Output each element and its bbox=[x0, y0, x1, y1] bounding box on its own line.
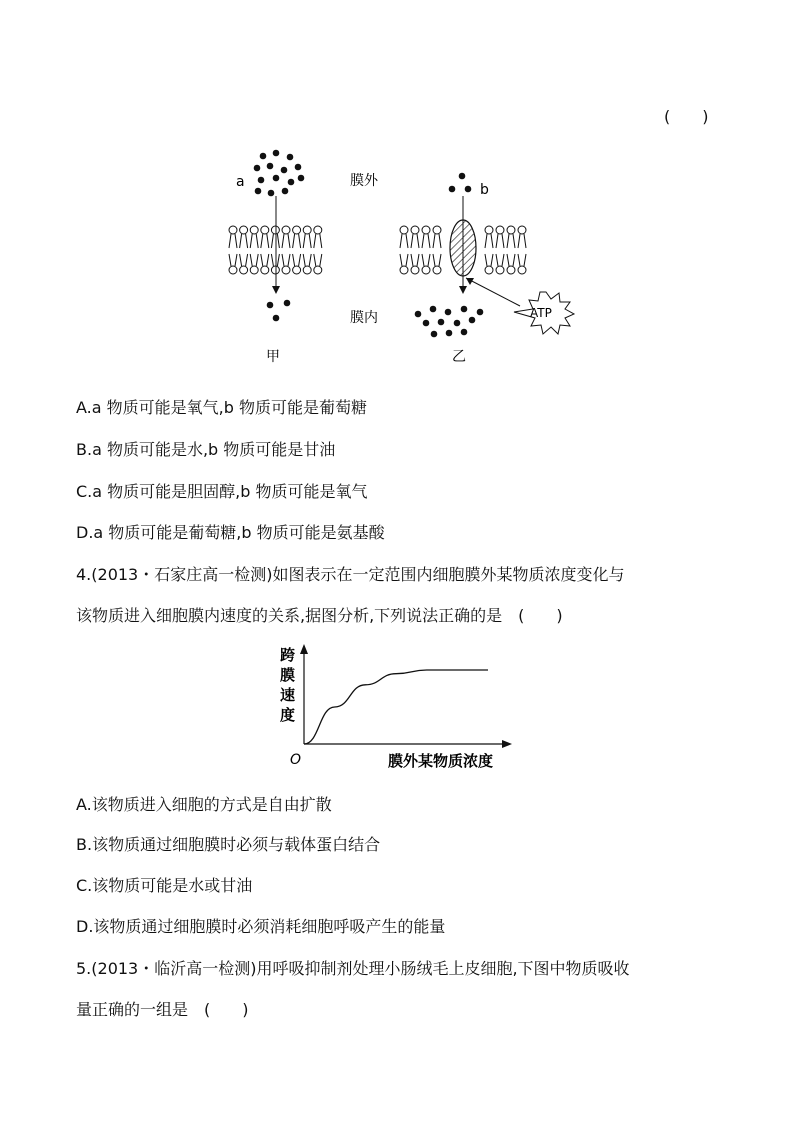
phospholipid-tail bbox=[314, 234, 322, 248]
phospholipid-tail bbox=[518, 234, 526, 248]
phospholipid-tail bbox=[240, 234, 248, 248]
q4-option-c: C.该物质可能是水或甘油 bbox=[76, 876, 253, 895]
molecules-b-outside bbox=[449, 173, 472, 193]
phospholipid-tail bbox=[518, 254, 526, 266]
label-outside: 膜外 bbox=[350, 173, 378, 189]
phospholipid-tail bbox=[282, 234, 290, 248]
label-inside: 膜内 bbox=[350, 310, 378, 326]
phospholipid-tail bbox=[400, 254, 408, 266]
atp-label: ATP bbox=[530, 306, 552, 320]
phospholipid-tail bbox=[250, 234, 258, 248]
phospholipid-tail bbox=[229, 234, 237, 248]
phospholipid-tail bbox=[271, 254, 279, 266]
phospholipid-tail bbox=[240, 254, 248, 266]
phospholipid-head bbox=[282, 266, 290, 274]
phospholipid-head bbox=[229, 226, 237, 234]
phospholipid-tail bbox=[507, 234, 515, 248]
molecules-b-inside bbox=[415, 306, 484, 338]
phospholipid-head bbox=[250, 226, 258, 234]
phospholipid-head bbox=[240, 266, 248, 274]
phospholipid-head bbox=[496, 226, 504, 234]
q3-option-a: A.a 物质可能是氧气,b 物质可能是葡萄糖 bbox=[76, 398, 367, 417]
phospholipid-head bbox=[293, 226, 301, 234]
phospholipid-head bbox=[507, 226, 515, 234]
phospholipid-tail bbox=[271, 234, 279, 248]
membrane-transport-figure bbox=[220, 140, 600, 370]
phospholipid-tail bbox=[250, 254, 258, 266]
phospholipid-tail bbox=[496, 254, 504, 266]
phospholipid-tail bbox=[282, 254, 290, 266]
q3-option-b: B.a 物质可能是水,b 物质可能是甘油 bbox=[76, 440, 336, 459]
q4-option-d: D.该物质通过细胞膜时必须消耗细胞呼吸产生的能量 bbox=[76, 917, 446, 936]
phospholipid-head bbox=[271, 266, 279, 274]
molecules-a-inside bbox=[267, 300, 291, 322]
phospholipid-tail bbox=[261, 234, 269, 248]
y-label-char: 膜 bbox=[280, 666, 296, 684]
origin-label: O bbox=[290, 752, 302, 768]
y-label-char: 度 bbox=[280, 706, 296, 724]
q3-answer-bracket: ( ) bbox=[664, 107, 709, 126]
phospholipid-tail bbox=[229, 254, 237, 266]
phospholipid-tail bbox=[496, 234, 504, 248]
phospholipid-head bbox=[293, 266, 301, 274]
phospholipid-tail bbox=[411, 234, 419, 248]
panel-label-right: 乙 bbox=[452, 349, 466, 365]
q4-rate-chart bbox=[270, 640, 520, 780]
phospholipid-head bbox=[303, 266, 311, 274]
phospholipid-head bbox=[282, 226, 290, 234]
phospholipid-head bbox=[271, 226, 279, 234]
y-label-char: 速 bbox=[280, 686, 296, 704]
phospholipid-tail bbox=[261, 254, 269, 266]
phospholipid-tail bbox=[411, 254, 419, 266]
q4-stem-line1: 4.(2013・石家庄高一检测)如图表示在一定范围内细胞膜外某物质浓度变化与 bbox=[76, 565, 625, 584]
phospholipid-tail bbox=[433, 254, 441, 266]
phospholipid-head bbox=[411, 226, 419, 234]
phospholipid-tail bbox=[422, 234, 430, 248]
phospholipid-tail bbox=[422, 254, 430, 266]
y-axis-arrow bbox=[300, 644, 308, 654]
phospholipid-tail bbox=[485, 254, 493, 266]
phospholipid-head bbox=[303, 226, 311, 234]
phospholipid-head bbox=[518, 226, 526, 234]
q4-option-a: A.该物质进入细胞的方式是自由扩散 bbox=[76, 795, 332, 814]
phospholipid-tail bbox=[507, 254, 515, 266]
phospholipid-head bbox=[314, 226, 322, 234]
label-a: a bbox=[236, 174, 245, 190]
phospholipid-bilayer-left bbox=[229, 226, 322, 274]
phospholipid-head bbox=[507, 266, 515, 274]
phospholipid-tail bbox=[293, 254, 301, 266]
phospholipid-head bbox=[422, 266, 430, 274]
phospholipid-head bbox=[314, 266, 322, 274]
phospholipid-head bbox=[261, 266, 269, 274]
phospholipid-head bbox=[518, 266, 526, 274]
q3-option-c: C.a 物质可能是胆固醇,b 物质可能是氧气 bbox=[76, 482, 368, 501]
phospholipid-head bbox=[250, 266, 258, 274]
x-axis-label: 膜外某物质浓度 bbox=[388, 752, 494, 770]
phospholipid-head bbox=[229, 266, 237, 274]
phospholipid-tail bbox=[433, 234, 441, 248]
phospholipid-tail bbox=[314, 254, 322, 266]
q4-stem-line2: 该物质进入细胞膜内速度的关系,据图分析,下列说法正确的是 ( ) bbox=[76, 606, 563, 625]
phospholipid-tail bbox=[293, 234, 301, 248]
phospholipid-head bbox=[261, 226, 269, 234]
phospholipid-head bbox=[411, 266, 419, 274]
x-axis-arrow bbox=[502, 740, 512, 748]
q5-stem-line1: 5.(2013・临沂高一检测)用呼吸抑制剂处理小肠绒毛上皮细胞,下图中物质吸收 bbox=[76, 959, 630, 978]
label-b: b bbox=[480, 182, 489, 198]
panel-label-left: 甲 bbox=[266, 349, 280, 365]
phospholipid-head bbox=[240, 226, 248, 234]
phospholipid-tail bbox=[303, 254, 311, 266]
rate-curve bbox=[304, 670, 488, 744]
molecules-a-outside bbox=[254, 150, 305, 197]
phospholipid-head bbox=[400, 266, 408, 274]
phospholipid-head bbox=[422, 226, 430, 234]
phospholipid-head bbox=[485, 266, 493, 274]
phospholipid-tail bbox=[303, 234, 311, 248]
q3-option-d: D.a 物质可能是葡萄糖,b 物质可能是氨基酸 bbox=[76, 523, 385, 542]
phospholipid-head bbox=[485, 226, 493, 234]
q4-option-b: B.该物质通过细胞膜时必须与载体蛋白结合 bbox=[76, 835, 381, 854]
phospholipid-head bbox=[433, 266, 441, 274]
phospholipid-head bbox=[400, 226, 408, 234]
phospholipid-head bbox=[433, 226, 441, 234]
phospholipid-head bbox=[496, 266, 504, 274]
phospholipid-tail bbox=[485, 234, 493, 248]
phospholipid-tail bbox=[400, 234, 408, 248]
q5-stem-line2: 量正确的一组是 ( ) bbox=[76, 1000, 249, 1019]
y-label-char: 跨 bbox=[280, 646, 296, 664]
